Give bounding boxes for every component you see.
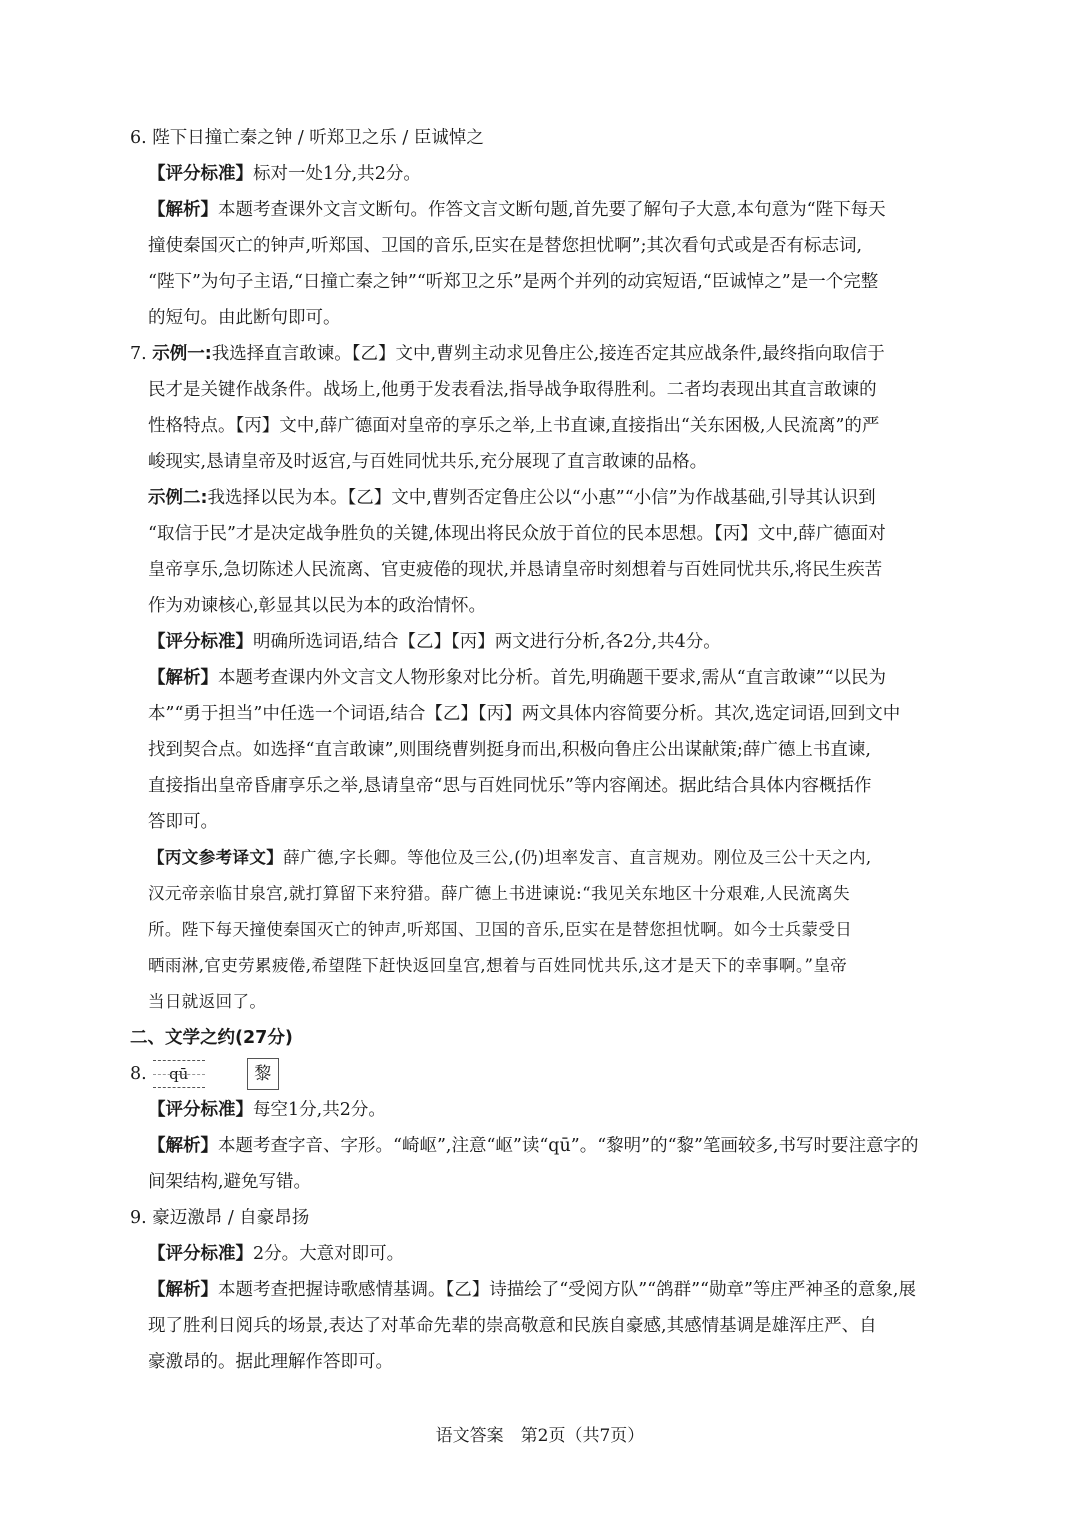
question-6-answer: 6. 陛下日撞亡秦之钟 / 听郑卫之乐 / 臣诚悼之 [130,128,484,148]
question-7-translation: 【丙文参考译文】薛广德,字长卿。等他位及三公,(仍)坦率发言、直言规劝。刚位及三公十天之内, 汉元帝亲临甘泉宫,就打算留下来狩猎。薛广德上书进谏说:“我见关东地区十分艰难,人民流离失 所。陛下每天撞使秦国灭亡的钟声,听郑国、卫国的音乐,臣实在是替您担忧啊。如今士兵蒙受日 晒雨淋,官吏劳累疲倦,希望陛下赶快返回皇宫,想着与百姓同忧共乐,这才是天下的幸事啊。”皇帝 当日就返回了。 [148,848,872,1011]
question-7-analysis: 【解析】本题考查课内外文言文人物形象对比分析。首先,明确题干要求,需从“直言敢谏”“以民为 本”“勇于担当”中任选一个词语,结合【乙】【丙】两文具体内容简要分析。其次,选定词语,回到文中 找到契合点。如选择“直言敢谏”,则围绕曹刿挺身而出,积极向鲁庄公出谋献策;薛广德上书直谏, 直接指出皇帝昏庸享乐之举,恳请皇帝“思与百姓同忧乐”等内容阐述。据此结合具体内容概括作 答即可。 [148,668,901,832]
question-7-scoring: 【评分标准】明确所选词语,结合【乙】【丙】两文进行分析,各2分,共4分。 [148,632,721,652]
question-9-answer: 9. 豪迈激昂 / 自豪昂扬 [130,1208,310,1228]
question-9-analysis: 【解析】本题考查把握诗歌感情基调。【乙】诗描绘了“受阅方队”“鸽群”“勋章”等庄严神圣的意象,展 现了胜利日阅兵的场景,表达了对革命先辈的崇高敬意和民族自豪感,其感情基调是雄浑庄严、自 豪激昂的。据此理解作答即可。 [148,1280,916,1372]
question-8-answer: 8. qū 黎 [130,1056,955,1092]
answer-page [130,120,955,1380]
question-9-scoring: 【评分标准】2分。大意对即可。 [148,1244,405,1264]
section-2-title: 二、文学之约(27分) [130,1028,293,1048]
question-6-scoring: 【评分标准】标对一处1分,共2分。 [148,164,421,184]
pinyin-answer-box: qū [153,1060,205,1088]
question-8-analysis: 【解析】本题考查字音、字形。“崎岖”,注意“岖”读“qū”。“黎明”的“黎”笔画较多,书写时要注意字的 间架结构,避免写错。 [148,1136,919,1192]
question-7-example-2: 示例二:我选择以民为本。【乙】文中,曹刿否定鲁庄公以“小惠”“小信”为作战基础,引导其认识到 “取信于民”才是决定战争胜负的关键,体现出将民众放于首位的民本思想。【丙】文中,薛广德面对 皇帝享乐,急切陈述人民流离、官吏疲倦的现状,并恳请皇帝时刻想着与百姓同忧共乐,将民生疾苦 作为劝谏核心,彰显其以民为本的政治情怀。 [148,488,886,616]
page-footer: 语文答案 第2页（共7页） [435,1426,645,1446]
question-6-analysis: 【解析】本题考查课外文言文断句。作答文言文断句题,首先要了解句子大意,本句意为“陛下每天 撞使秦国灭亡的钟声,听郑国、卫国的音乐,臣实在是替您担忧啊”;其次看句式或是否有标志词, “陛下”为句子主语,“日撞亡秦之钟”“听郑卫之乐”是两个并列的动宾短语,“臣诚悼之”是一个完整 的短句。由此断句即可。 [148,200,886,328]
question-8-scoring: 【评分标准】每空1分,共2分。 [148,1100,386,1120]
hanzi-answer-box: 黎 [247,1058,279,1090]
question-7-example-1: 7. 示例一:我选择直言敢谏。【乙】文中,曹刿主动求见鲁庄公,接连否定其应战条件,最终指向取信于 民才是关键作战条件。战场上,他勇于发表看法,指导战争取得胜利。二者均表现出其直言敢谏的 性格特点。【丙】文中,薛广德面对皇帝的享乐之举,上书直谏,直接指出“关东困极,人民流离”的严 峻现实,恳请皇帝及时返宫,与百姓同忧共乐,充分展现了直言敢谏的品格。 [130,344,885,472]
